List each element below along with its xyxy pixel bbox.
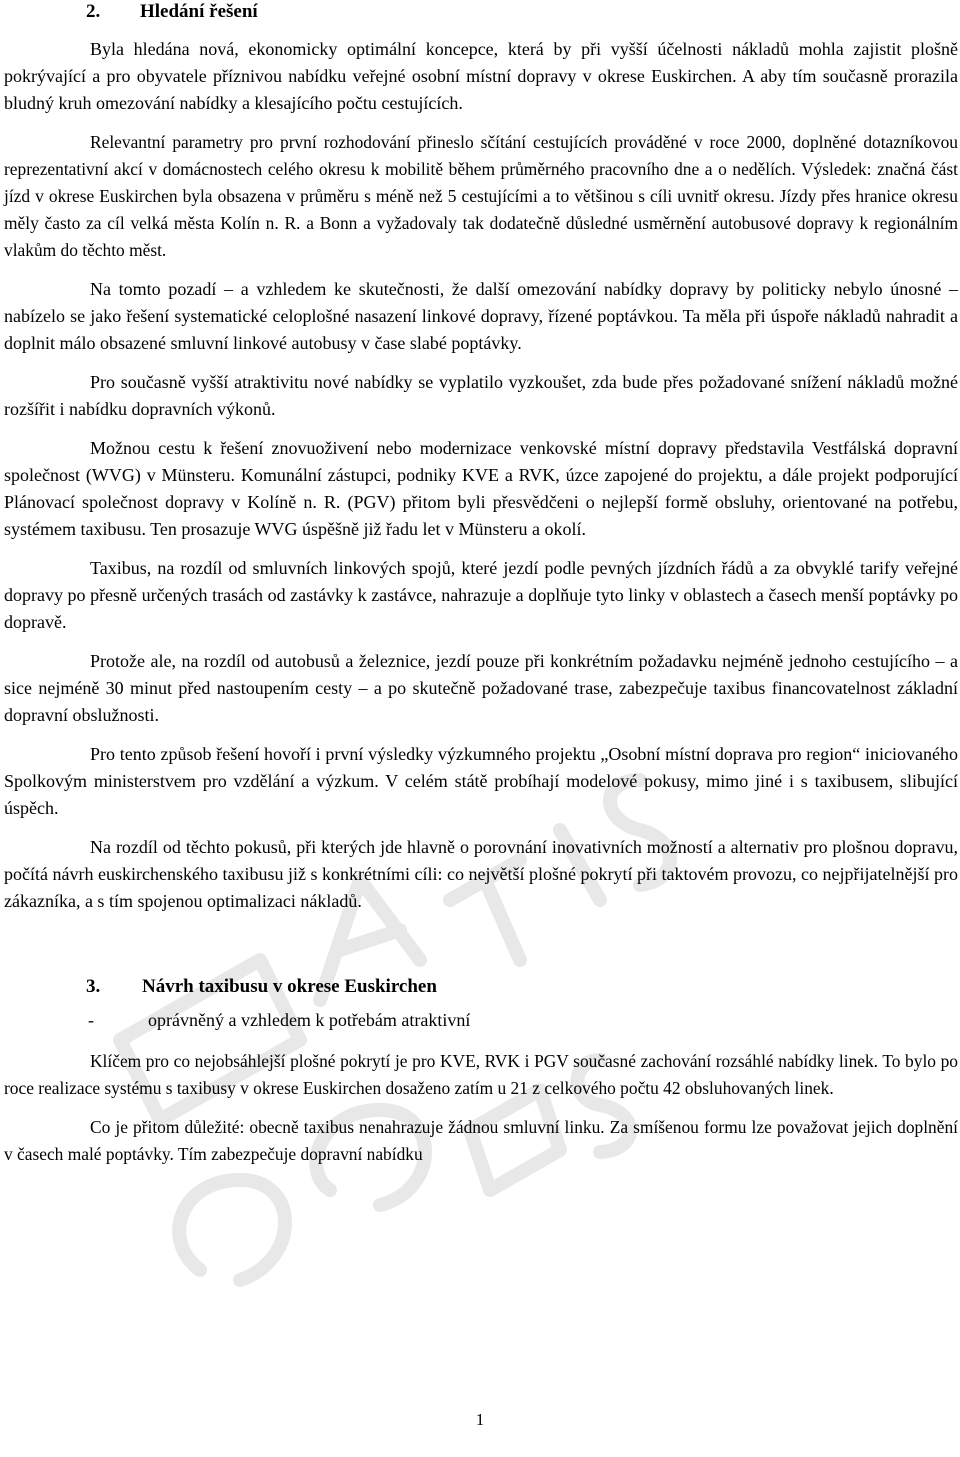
paragraph: Co je přitom důležité: obecně taxibus nenahrazuje žádnou smluvní linku. Za smíšenou formu lze považovat jejich doplnění v časech malé poptávky. Tím zabezpečuje dopravní nabídku	[4, 1117, 958, 1164]
paragraph: Relevantní parametry pro první rozhodování přineslo sčítání cestujících prováděné v roce 2000, doplněné dotazníkovou reprezentativní akcí v domácnostech celého okresu k mobilitě během průměrného pracovního dne a o nedělích. Výsledek: značná část jízd v okrese Euskirchen byla obsazena v průměru s méně než 5 cestujícími a to většinou s cíli uvnitř okresu. Jízdy přes hranice okresu měly často za cíl velká města Kolín n. R. a Bonn a vyžadovaly tak dodatečně důsledné usměrnění autobusové dopravy k regionálním vlakům do těchto měst.	[4, 132, 958, 260]
paragraph: Na rozdíl od těchto pokusů, při kterých jde hlavně o porovnání inovativních možností a alternativ pro plošnou dopravu, počítá návrh euskirchenského taxibusu již s konkrétními cíli: co největší plošné pokrytí při taktovém provozu, co nejpřijatelnější pro zákazníka, a s tím spojenou optimalizaci nákladů.	[4, 837, 958, 911]
document-body	[4, 0, 958, 1168]
section-number: 3.	[86, 976, 101, 997]
section-title: Hledání řešení	[140, 1, 258, 22]
section-number: 2.	[86, 1, 101, 22]
section-subtitle	[4, 1007, 958, 1034]
subtitle-text: oprávněný a vzhledem k potřebám atraktivní	[148, 1010, 471, 1030]
paragraph: Klíčem pro co nejobsáhlejší plošné pokrytí je pro KVE, RVK i PGV současné zachování rozsáhlé nabídky linek. To bylo po roce realizace systému s taxibusy v okrese Euskirchen dosaženo zatím u 21 z celkového počtu 42 obsluhovaných linek.	[4, 1051, 958, 1098]
paragraph: Pro tento způsob řešení hovoří i první výsledky výzkumného projektu „Osobní místní doprava pro region“ iniciovaného Spolkovým ministerstvem pro vzdělání a výzkum. V celém státě probíhají modelové pokusy, mimo jiné i s taxibusem, slibující úspěch.	[4, 744, 958, 818]
subtitle-dash: -	[88, 1010, 94, 1030]
paragraph: Protože ale, na rozdíl od autobusů a železnice, jezdí pouze při konkrétním požadavku nejméně jednoho cestujícího – a sice nejméně 30 minut před nastoupením cesty – a po skutečně požadované trase, zabezpečuje taxibus financovatelnost základní dopravní obslužnosti.	[4, 651, 958, 725]
section-heading	[4, 975, 958, 999]
paragraph: Pro současně vyšší atraktivitu nové nabídky se vyplatilo vyzkoušet, zda bude přes požadované snížení nákladů možné rozšířit i nabídku dopravních výkonů.	[4, 372, 958, 419]
paragraph: Byla hledána nová, ekonomicky optimální koncepce, která by při vyšší účelnosti nákladů mohla zajistit plošně pokrývající a pro obyvatele příznivou nabídku veřejné osobní místní dopravy v okrese Euskirchen. A aby tím současně prorazila bludný kruh omezování nabídky a klesajícího počtu cestujících.	[4, 39, 958, 113]
paragraph: Na tomto pozadí – a vzhledem ke skutečnosti, že další omezování nabídky dopravy by politicky nebylo únosné – nabízelo se jako řešení systematické celoplošné nasazení linkové dopravy, řízené poptávkou. Ta měla při úspoře nákladů nahradit a doplnit málo obsazené smluvní linkové autobusy v čase slabé poptávky.	[4, 279, 958, 353]
section-title: Návrh taxibusu v okrese Euskirchen	[142, 976, 437, 997]
section-heading	[4, 0, 958, 24]
paragraph: Taxibus, na rozdíl od smluvních linkových spojů, které jezdí podle pevných jízdních řádů a za obvyklé tarify veřejné dopravy po přesně určených trasách od zastávky k zastávce, nahrazuje a doplňuje tyto linky v oblastech a časech menší poptávky po dopravě.	[4, 558, 958, 632]
page-number: 1	[475, 1410, 485, 1429]
paragraph: Možnou cestu k řešení znovuoživení nebo modernizace venkovské místní dopravy představila Vestfálská dopravní společnost (WVG) v Münsteru. Komunální zástupci, podniky KVE a RVK, úzce zapojené do projektu, a dále projekt podporující Plánovací společnost dopravy v Kolíně n. R. (PGV) přitom byli přesvědčeni o nejlepší formě obsluhy, orientované na potřebu, systémem taxibusu. Ten prosazuje WVG úspěšně již řadu let v Münsteru a okolí.	[4, 438, 958, 539]
